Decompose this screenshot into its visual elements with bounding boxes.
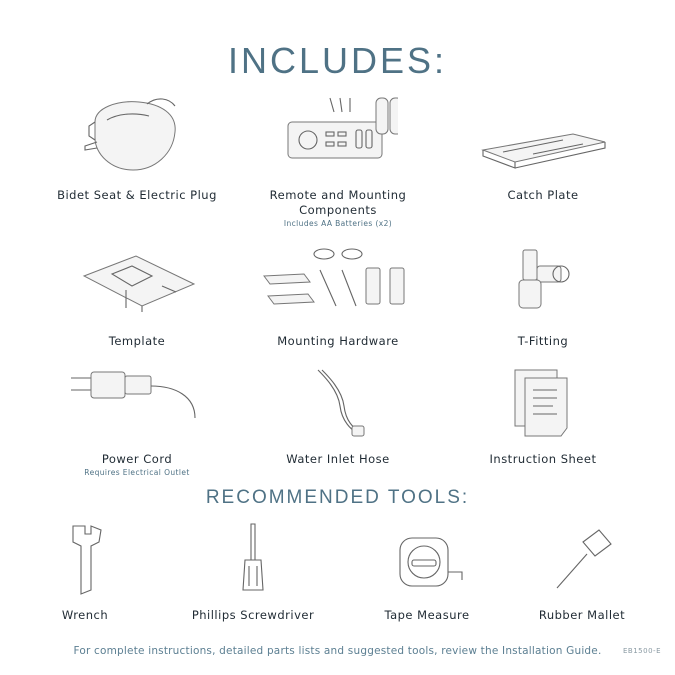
include-label: Remote and Mounting Components (269, 188, 407, 217)
t-fitting-icon (503, 246, 583, 316)
bidet-seat-icon (77, 92, 197, 178)
template-icon (72, 246, 202, 316)
tool-item-tape-measure (347, 520, 507, 623)
tool-item-mallet (502, 520, 662, 623)
include-label: Bidet Seat & Electric Plug (57, 188, 217, 202)
water-hose-icon (298, 366, 378, 440)
mallet-icon (547, 520, 617, 600)
include-sublabel: Includes AA Batteries (x2) (283, 219, 393, 228)
page-title: INCLUDES: (227, 40, 448, 81)
include-item-instruction-sheet (443, 366, 643, 467)
tool-label: Phillips Screwdriver (191, 608, 315, 622)
remote-icon (278, 92, 398, 178)
include-label: Water Inlet Hose (286, 452, 390, 466)
tool-item-screwdriver (173, 520, 333, 623)
include-label: Power Cord (101, 452, 173, 466)
mounting-hardware-icon (258, 246, 418, 316)
include-label: T-Fitting (517, 334, 569, 348)
tool-label: Rubber Mallet (538, 608, 626, 622)
section-title-tools: RECOMMENDED TOOLS: (205, 487, 470, 508)
include-item-mounting-hardware (238, 246, 438, 349)
screwdriver-icon (223, 520, 283, 600)
instruction-sheet-icon (503, 366, 583, 440)
tool-label: Wrench (61, 608, 109, 622)
tool-label: Tape Measure (384, 608, 470, 622)
tape-measure-icon (382, 520, 472, 600)
include-item-bidet-seat (37, 92, 237, 203)
document-code: EB1500-E (623, 647, 661, 655)
include-item-catch-plate (443, 92, 643, 203)
include-item-t-fitting (443, 246, 643, 349)
include-item-remote (238, 92, 438, 229)
power-cord-icon (67, 366, 207, 440)
footer-note: For complete instructions, detailed parts lists and suggested tools, review the Installation Guide. (73, 645, 602, 657)
include-label: Mounting Hardware (277, 334, 399, 348)
catch-plate-icon (473, 92, 613, 178)
include-item-water-hose (238, 366, 438, 467)
include-sublabel: Requires Electrical Outlet (84, 468, 190, 477)
include-label: Template (108, 334, 166, 348)
include-item-power-cord (37, 366, 237, 478)
wrench-icon (55, 520, 115, 600)
include-item-template (37, 246, 237, 349)
include-label: Instruction Sheet (489, 452, 597, 466)
include-label: Catch Plate (507, 188, 579, 202)
tool-item-wrench (5, 520, 165, 623)
